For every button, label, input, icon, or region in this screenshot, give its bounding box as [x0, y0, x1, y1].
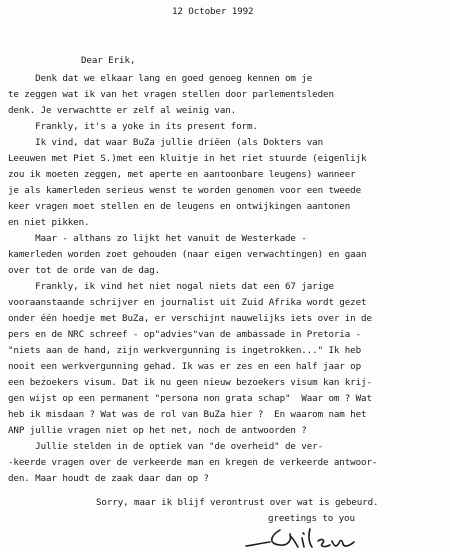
body-line: over tot de orde van de dag. [8, 265, 161, 276]
body-line: en niet pikken. [8, 217, 90, 228]
salutation: Dear Erik, [81, 55, 136, 66]
body-line: Frankly, ik vind het niet nogal niets dat een 67 jarige [8, 281, 334, 292]
body-line: pers en de NRC schreef - op"advies"van de ambassade in Pretoria - [8, 329, 362, 340]
body-line: zou ik moeten zeggen, met aperte en aantoonbare leugens) wanneer [8, 169, 356, 180]
body-line: te zeggen wat ik van het vragen stellen door parlementsleden [8, 89, 334, 100]
body-line: gen wijst op een permanent "persona non grata schap" Waar om ? Wat [8, 393, 372, 404]
body-line: Denk dat we elkaar lang en goed genoeg kennen om je [8, 73, 313, 84]
body-line: -keerde vragen over de verkeerde man en kregen de verkeerde antwoor- [8, 457, 378, 468]
body-line: keer vragen moet stellen en de leugens en ontwijkingen aantonen [8, 201, 351, 212]
body-line: ANP jullie vragen niet op het net, noch de antwoorden ? [8, 425, 307, 436]
handwritten-signature [240, 526, 400, 552]
body-line: Jullie stelden in de optiek van "de overheid" de ver- [8, 441, 324, 452]
body-line: denk. Je verwachtte er zelf al weinig van. [8, 105, 237, 116]
body-line: je als kamerleden serieus wenst te worden genomen voor een tweede [8, 185, 362, 196]
body-line: Ik vind, dat waar BuZa jullie driëen (als Dokters van [8, 137, 324, 148]
body-line: onder één hoedje met BuZa, er verschijnt nauwelijks iets over in de [8, 313, 372, 324]
body-line: "niets aan de hand, zijn werkvergunning is ingetrokken..." Ik heb [8, 345, 362, 356]
closing-line: Sorry, maar ik blijf verontrust over wat is gebeurd. [96, 497, 379, 508]
body-line: kamerleden worden zoet gehouden (naar eigen verwachtingen) en gaan [8, 249, 367, 260]
body-line: Frankly, it's a yoke in its present form. [8, 121, 258, 132]
body-line: een bezoekers visum. Dat ik nu geen nieuw bezoekers visum kan krij- [8, 377, 372, 388]
body-line: den. Maar houdt de zaak daar dan op ? [8, 473, 209, 484]
body-line: Maar - althans zo lijkt het vanuit de Westerkade - [8, 233, 307, 244]
greeting-line: greetings to you [268, 513, 355, 524]
body-line: vooraanstaande schrijver en journalist uit Zuid Afrika wordt gezet [8, 297, 367, 308]
body-line: heb ik misdaan ? Wat was de rol van BuZa hier ? En waarom nam het [8, 409, 367, 420]
body-line: Leeuwen met Piet S.)met een kluitje in het riet stuurde (eigenlijk [8, 153, 367, 164]
letter-date: 12 October 1992 [172, 6, 254, 17]
body-line: nooit een werkvergunning gehad. Ik was er zes en een half jaar op [8, 361, 362, 372]
